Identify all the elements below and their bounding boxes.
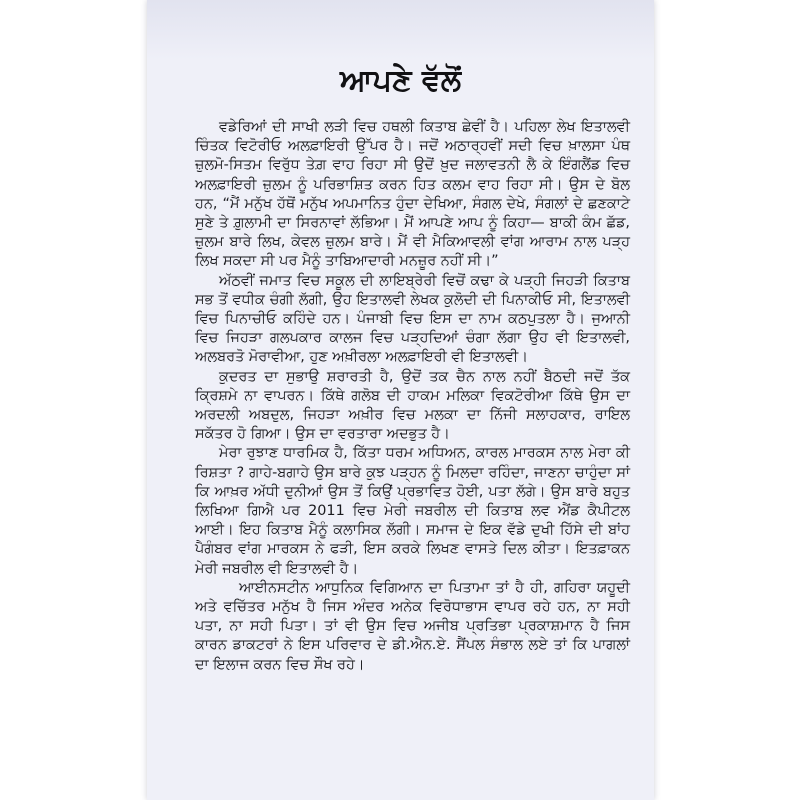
- book-page: [147, 0, 654, 800]
- paragraph-3: ਕੁਦਰਤ ਦਾ ਸੁਭਾਉ ਸ਼ਰਾਰਤੀ ਹੈ, ਉਦੋਂ ਤਕ ਚੈਨ ਨਾਲ ਨਹੀਂ ਬੈਠਦੀ ਜਦੋਂ ਤੱਕ ਕ੍ਰਿਸ਼ਮੇ ਨਾ ਵਾਪਰਨ। ਕਿੱਥੇ ਗਲੋਬ ਦੀ ਹਾਕਮ ਮਲਿਕਾ ਵਿਕਟੋਰੀਆ ਕਿੱਥੇ ਉਸ ਦਾ ਅਰਦਲੀ ਅਬਦੁਲ, ਜਿਹੜਾ ਅਖ਼ੀਰ ਵਿਚ ਮਲਕਾ ਦਾ ਨਿੱਜੀ ਸਲਾਹਕਾਰ, ਰਾਇਲ ਸਕੱਤਰ ਹੋ ਗਿਆ। ਉਸ ਦਾ ਵਰਤਾਰਾ ਅਦਭੁਤ ਹੈ।: [195, 368, 630, 443]
- show-through-text: [147, 0, 654, 60]
- paragraph-4: ਮੇਰਾ ਰੁਝਾਣ ਧਾਰਮਿਕ ਹੈ, ਕਿੱਤਾ ਧਰਮ ਅਧਿਅਨ, ਕਾਰਲ ਮਾਰਕਸ ਨਾਲ ਮੇਰਾ ਕੀ ਰਿਸ਼ਤਾ ? ਗਾਹੇ-ਬਗਾਹੇ ਉਸ ਬਾਰੇ ਕੁਝ ਪੜ੍ਹਨ ਨੂੰ ਮਿਲਦਾ ਰਹਿੰਦਾ, ਜਾਣਨਾ ਚਾਹੁੰਦਾ ਸਾਂ ਕਿ ਆਖ਼ਰ ਅੱਧੀ ਦੁਨੀਆਂ ਉਸ ਤੋਂ ਕਿਉਂ ਪ੍ਰਭਾਵਿਤ ਹੋਈ, ਪਤਾ ਲੱਗੇ। ਉਸ ਬਾਰੇ ਬਹੁਤ ਲਿਖਿਆ ਗਿਐ ਪਰ 2011 ਵਿਚ ਮੇਰੀ ਜਬਰੀਲ ਦੀ ਕਿਤਾਬ ਲਵ ਐਂਡ ਕੈਪੀਟਲ ਆਈ। ਇਹ ਕਿਤਾਬ ਮੈਨੂੰ ਕਲਾਸਿਕ ਲੱਗੀ। ਸਮਾਜ ਦੇ ਇਕ ਵੱਡੇ ਦੁਖੀ ਹਿੱਸੇ ਦੀ ਬਾਂਹ ਪੈਗੰਬਰ ਵਾਂਗ ਮਾਰਕਸ ਨੇ ਫੜੀ, ਇਸ ਕਰਕੇ ਲਿਖਣ ਵਾਸਤੇ ਦਿਲ ਕੀਤਾ। ਇਤਫ਼ਾਕਨ ਮੇਰੀ ਜਬਰੀਲ ਵੀ ਇਤਾਲਵੀ ਹੈ।: [195, 445, 630, 577]
- paragraph-2: ਅੱਠਵੀਂ ਜਮਾਤ ਵਿਚ ਸਕੂਲ ਦੀ ਲਾਇਬ੍ਰੇਰੀ ਵਿਚੋਂ ਕਢਾ ਕੇ ਪੜ੍ਹੀ ਜਿਹੜੀ ਕਿਤਾਬ ਸਭ ਤੋਂ ਵਧੀਕ ਚੰਗੀ ਲੱਗੀ, ਉਹ ਇਤਾਲਵੀ ਲੇਖਕ ਕੁਲੋਦੀ ਦੀ ਪਿਨਾਕੀਓ ਸੀ, ਇਤਾਲਵੀ ਵਿਚ ਪਿਨਾਚੀਓ ਕਹਿੰਦੇ ਹਨ। ਪੰਜਾਬੀ ਵਿਚ ਇਸ ਦਾ ਨਾਮ ਕਠਪੁਤਲਾ ਹੈ। ਜੁਆਨੀ ਵਿਚ ਜਿਹੜਾ ਗਲਪਕਾਰ ਕਾਲਜ ਵਿਚ ਪੜ੍ਹਦਿਆਂ ਚੰਗਾ ਲੱਗਾ ਉਹ ਵੀ ਇਤਾਲਵੀ, ਅਲਬਰਤੋ ਮੋਰਾਵੀਆ, ਹੁਣ ਅਖ਼ੀਰਲਾ ਅਲਫ਼ਾਇਰੀ ਵੀ ਇਤਾਲਵੀ।: [195, 272, 630, 366]
- paragraph-5: ਆਈਨਸਟੀਨ ਆਧੁਨਿਕ ਵਿਗਿਆਨ ਦਾ ਪਿਤਾਮਾ ਤਾਂ ਹੈ ਹੀ, ਗਹਿਰਾ ਯਹੂਦੀ ਅਤੇ ਵਚਿੱਤਰ ਮਨੁੱਖ ਹੈ ਜਿਸ ਅੰਦਰ ਅਨੇਕ ਵਿਰੋਧਾਭਾਸ ਵਾਪਰ ਰਹੇ ਹਨ, ਨਾ ਸਹੀ ਪਤਾ, ਨਾ ਸਹੀ ਪਿਤਾ। ਤਾਂ ਵੀ ਉਸ ਵਿਚ ਅਜੀਬ ਪ੍ਰਤਿਭਾ ਪ੍ਰਕਾਸ਼ਮਾਨ ਹੈ ਜਿਸ ਕਾਰਨ ਡਾਕਟਰਾਂ ਨੇ ਇਸ ਪਰਿਵਾਰ ਦੇ ਡੀ.ਐਨ.ਏ. ਸੈਂਪਲ ਸੰਭਾਲ ਲਏ ਤਾਂ ਕਿ ਪਾਗਲਾਂ ਦਾ ਇਲਾਜ ਕਰਨ ਵਿਚ ਸੌਖ ਰਹੇ।: [195, 579, 630, 673]
- body-text: [195, 118, 630, 675]
- page-title: ਆਪਣੇ ਵੱਲੋਂ: [339, 63, 462, 98]
- paragraph-1: ਵਡੇਰਿਆਂ ਦੀ ਸਾਖੀ ਲੜੀ ਵਿਚ ਹਥਲੀ ਕਿਤਾਬ ਛੇਵੀਂ ਹੈ। ਪਹਿਲਾ ਲੇਖ ਇਤਾਲਵੀ ਚਿੰਤਕ ਵਿਟੋਰੀਓ ਅਲਫ਼ਾਇਰੀ ਉੱਪਰ ਹੈ। ਜਦੋਂ ਅਠਾਰ੍ਹਵੀਂ ਸਦੀ ਵਿਚ ਖ਼ਾਲਸਾ ਪੰਥ ਜ਼ੁਲਮੋ-ਸਿਤਮ ਵਿਰੁੱਧ ਤੇਗ਼ ਵਾਹ ਰਿਹਾ ਸੀ ਉਦੋਂ ਖ਼ੁਦ ਜਲਾਵਤਨੀ ਲੈ ਕੇ ਇੰਗਲੈਂਡ ਵਿਚ ਅਲਫ਼ਾਇਰੀ ਜ਼ੁਲਮ ਨੂੰ ਪਰਿਭਾਸ਼ਿਤ ਕਰਨ ਹਿਤ ਕਲਮ ਵਾਹ ਰਿਹਾ ਸੀ। ਉਸ ਦੇ ਬੋਲ ਹਨ, “ਮੈਂ ਮਨੁੱਖ ਹੱਥੋਂ ਮਨੁੱਖ ਅਪਮਾਨਿਤ ਹੁੰਦਾ ਦੇਖਿਆ, ਸੰਗਲ ਦੇਖੇ, ਸੰਗਲਾਂ ਦੇ ਛਣਕਾਟੇ ਸੁਣੇ ਤੇ ਗ਼ੁਲਾਮੀ ਦਾ ਸਿਰਨਾਵਾਂ ਲੱਭਿਆ। ਮੈਂ ਆਪਣੇ ਆਪ ਨੂੰ ਕਿਹਾ— ਬਾਕੀ ਕੰਮ ਛੱਡ, ਜ਼ੁਲਮ ਬਾਰੇ ਲਿਖ, ਕੇਵਲ ਜ਼ੁਲਮ ਬਾਰੇ। ਮੈਂ ਵੀ ਮੈਕਿਆਵਲੀ ਵਾਂਗ ਆਰਾਮ ਨਾਲ ਪੜ੍ਹ ਲਿਖ ਸਕਦਾ ਸੀ ਪਰ ਮੈਨੂੰ ਤਾਬਿਆਦਾਰੀ ਮਨਜ਼ੂਰ ਨਹੀਂ ਸੀ।”: [195, 119, 630, 270]
